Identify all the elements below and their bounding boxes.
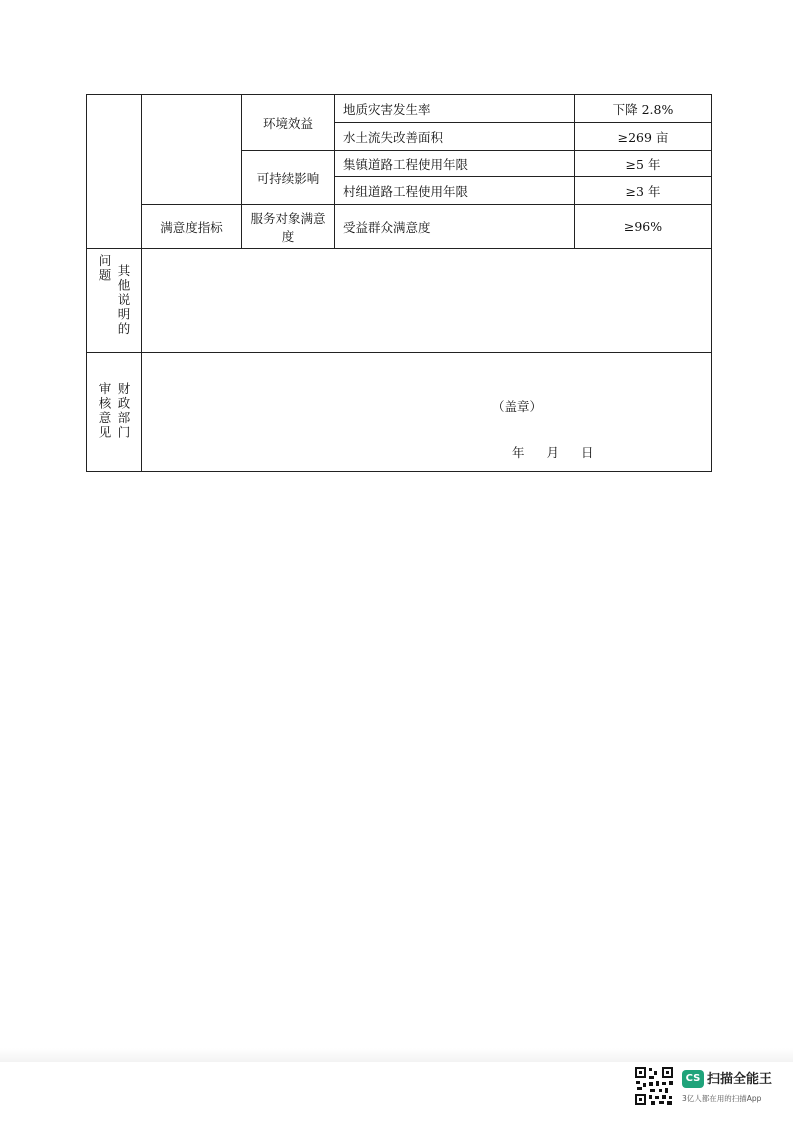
finance-review-content [142,353,712,472]
indicator-cell: 水土流失改善面积 [335,123,575,151]
cs-logo-icon: CS [682,1070,704,1088]
other-notes-label-col2: 问题 [97,254,112,284]
stamp-label: （盖章） [492,399,543,414]
indicator-cell: 集镇道路工程使用年限 [335,151,575,177]
level2-cell: 满意度指标 [142,205,242,249]
value-cell: ≥269 亩 [575,123,712,151]
blank-cell [142,95,242,205]
blank-cell [87,95,142,249]
level3-cell: 可持续影响 [242,151,335,205]
qr-code-icon [634,1066,674,1106]
other-notes-label [87,249,142,353]
finance-review-label [87,353,142,472]
other-notes-content [142,249,712,353]
indicator-cell: 受益群众满意度 [335,205,575,249]
value-cell: ≥96% [575,205,712,249]
brand-slogan: 3亿人都在用的扫描App [682,1094,762,1103]
table-row [87,95,712,123]
performance-table [86,94,712,472]
value-cell: ≥3 年 [575,177,712,205]
indicator-cell: 地质灾害发生率 [335,95,575,123]
finance-review-row [87,353,712,472]
other-notes-label-col1: 其他说明的 [115,264,131,337]
other-notes-row [87,249,712,353]
finance-review-label-col2: 审核意见 [97,381,112,440]
scanner-watermark [634,1066,784,1110]
table-row [87,205,712,249]
value-cell: ≥5 年 [575,151,712,177]
value-cell: 下降 2.8% [575,95,712,123]
page-bottom-shadow [0,1048,793,1062]
date-label: 年 月 日 [512,445,594,460]
level3-cell: 环境效益 [242,95,335,151]
finance-review-label-col1: 财政部门 [115,381,131,440]
level3-cell: 服务对象满意度 [242,205,335,249]
brand-name: 扫描全能王 [707,1072,773,1087]
indicator-cell: 村组道路工程使用年限 [335,177,575,205]
